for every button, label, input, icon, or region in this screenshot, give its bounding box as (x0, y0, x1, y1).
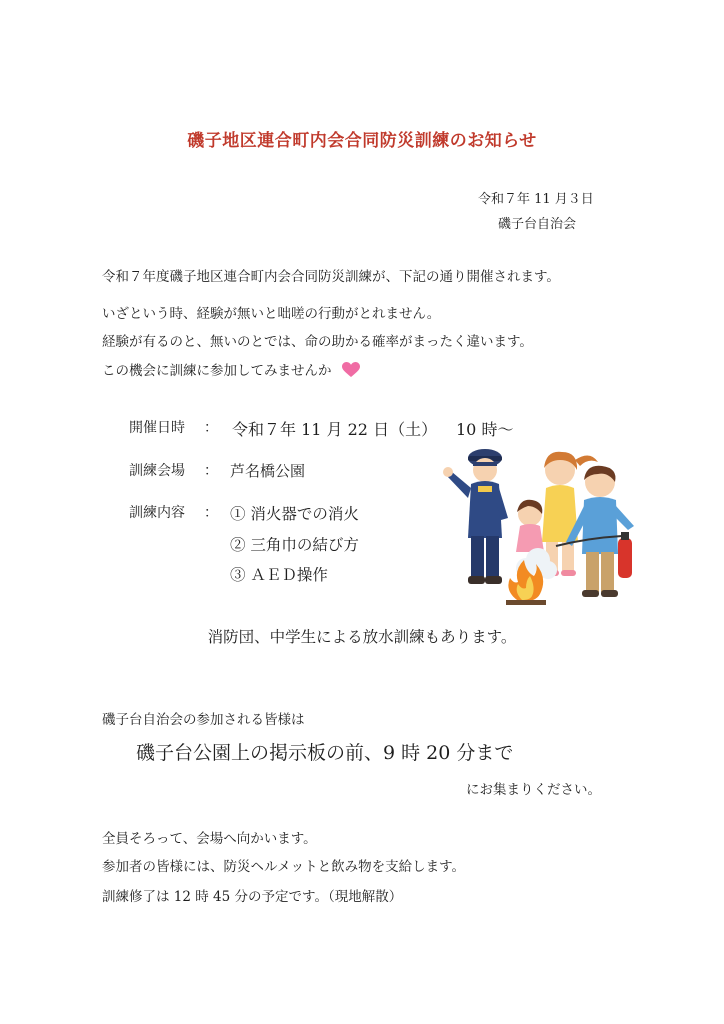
assembly-intro: 磯子台自治会の参加される皆様は (102, 712, 305, 728)
page-title: 磯子地区連合町内会合同防災訓練のお知らせ (187, 131, 537, 151)
date-label: 開催日時 (129, 420, 185, 436)
firefighter-figure (443, 449, 508, 584)
date-colon: ： (204, 420, 218, 436)
footer-line-3: 訓練修了は 12 時 45 分の予定です。（現地解散） (102, 889, 403, 905)
venue-colon: ： (204, 463, 218, 479)
intro-line-4-text: この機会に訓練に参加してみませんか (102, 363, 332, 379)
venue-label: 訓練会場 (129, 463, 185, 479)
footer-line-1: 全員そろって、会場へ向かいます。 (102, 831, 317, 847)
assembly-closing: にお集まりください。 (466, 782, 601, 798)
intro-line-3: 経験が有るのと、無いのとでは、命の助かる確率がまったく違います。 (102, 334, 533, 350)
water-drill-note: 消防団、中学生による放水訓練もあります。 (207, 628, 517, 646)
content-colon: ： (204, 505, 218, 521)
intro-line-1: 令和７年度磯子地区連合町内会合同防災訓練が、下記の通り開催されます。 (102, 269, 560, 285)
child-figure (516, 500, 544, 552)
time-value: 10 時～ (456, 420, 514, 439)
footer-line-2: 参加者の皆様には、防災ヘルメットと飲み物を支給します。 (102, 859, 466, 875)
fire-drill-illustration (438, 442, 638, 610)
organization-name: 磯子台自治会 (498, 217, 577, 232)
content-label: 訓練内容 (129, 505, 185, 521)
intro-line-4 (102, 359, 360, 379)
assembly-place-time: 磯子台公園上の掲示板の前、9 時 20 分まで (136, 742, 514, 764)
content-item-3: ③ ＡＥＤ操作 (230, 566, 328, 584)
content-item-2: ② 三角巾の結び方 (230, 536, 359, 554)
date-value: 令和７年 11 月 22 日（土） (232, 420, 438, 439)
content-item-1: ① 消火器での消火 (230, 505, 359, 523)
issue-date: 令和７年 11 月３日 (478, 192, 594, 207)
heart-icon (342, 362, 360, 378)
intro-line-2: いざという時、経験が無いと咄嗟の行動がとれません。 (102, 306, 441, 322)
venue-value: 芦名橋公園 (230, 462, 306, 480)
